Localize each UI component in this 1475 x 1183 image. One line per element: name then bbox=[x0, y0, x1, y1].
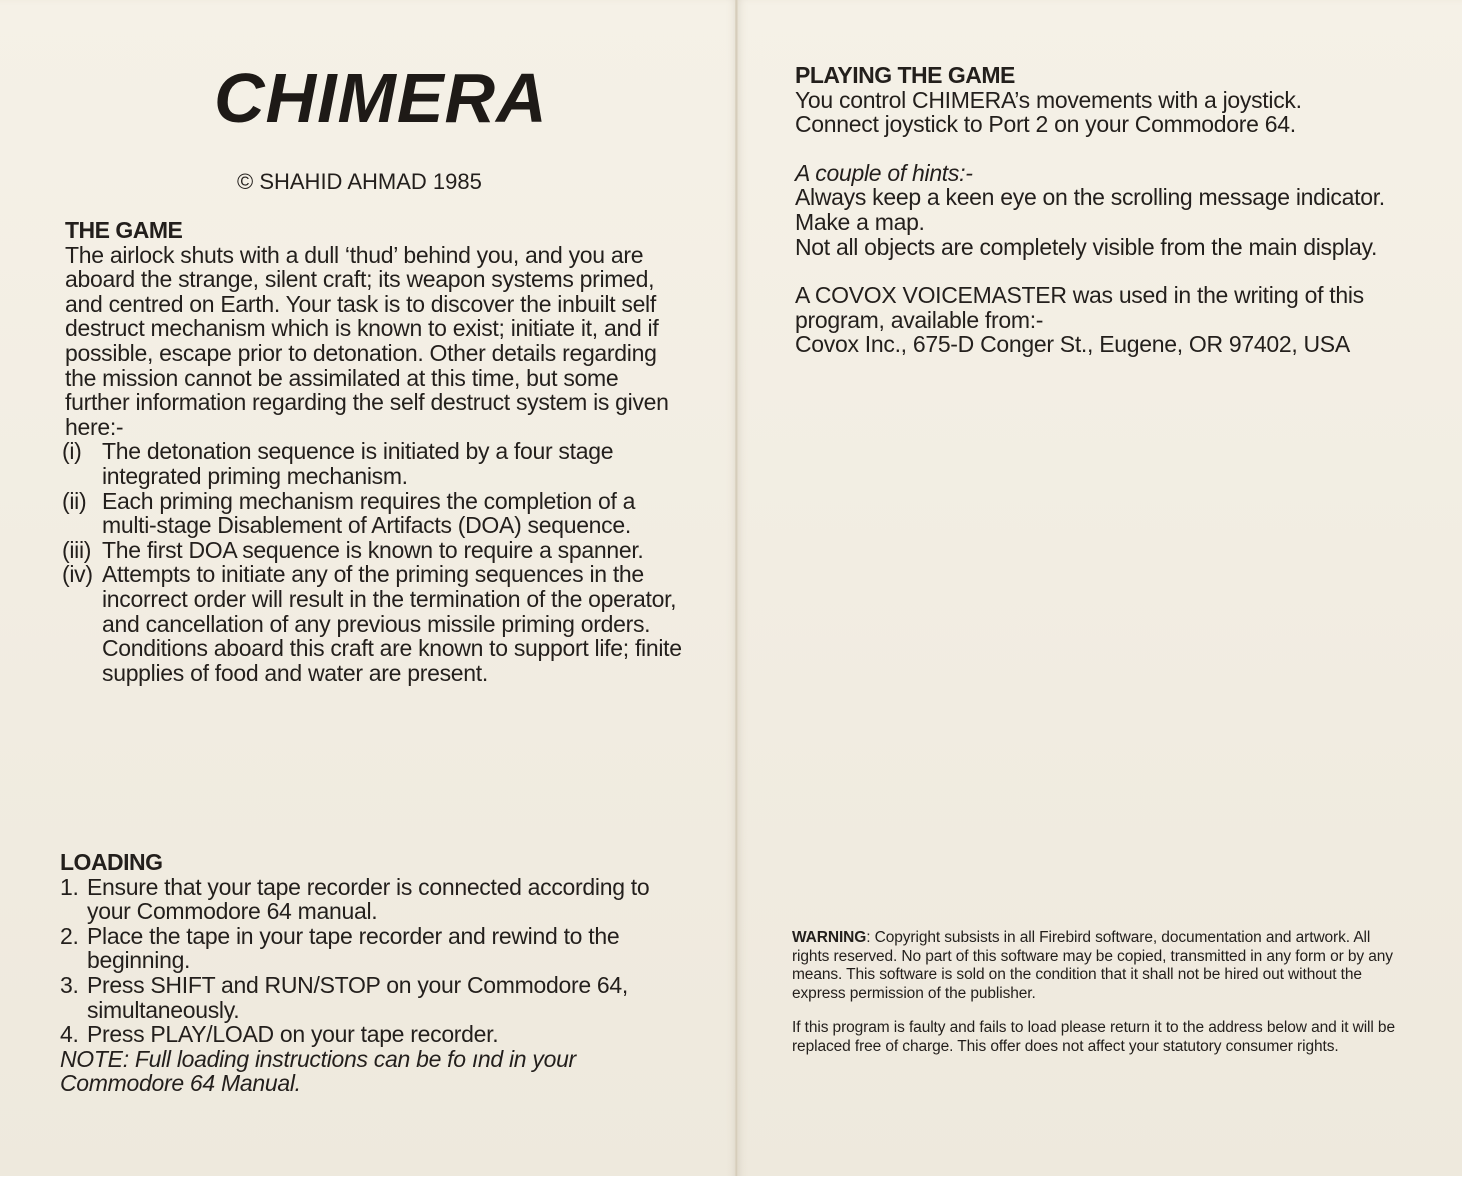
list-item bbox=[62, 538, 685, 563]
step-text: Press PLAY/LOAD on your tape recorder. bbox=[87, 1021, 499, 1048]
step-number: 3. bbox=[60, 971, 79, 998]
step-text: Press SHIFT and RUN/STOP on your Commodore 64, simultaneously. bbox=[87, 971, 628, 1023]
playing-line: Connect joystick to Port 2 on your Commodore 64. bbox=[795, 111, 1296, 138]
list-item-number: (i) bbox=[62, 438, 82, 465]
loading-note: NOTE: Full loading instructions can be fo ınd in your Commodore 64 Manual. bbox=[60, 1045, 576, 1097]
faulty-notice: If this program is faulty and fails to load please return it to the address below and it will be replaced free of charge. This offer does not affect your statutory consumer rights. bbox=[792, 1019, 1395, 1055]
loading-heading: LOADING bbox=[60, 849, 163, 875]
list-item bbox=[62, 489, 685, 538]
list-item bbox=[62, 636, 685, 685]
the-game-section bbox=[62, 217, 685, 686]
step-text: Ensure that your tape recorder is connected according to your Commodore 64 manual. bbox=[87, 873, 650, 925]
list-item-number: (ii) bbox=[62, 487, 87, 514]
step-number: 4. bbox=[60, 1021, 79, 1048]
list-item bbox=[60, 1022, 680, 1047]
the-game-heading: THE GAME bbox=[65, 217, 183, 243]
page-fold bbox=[735, 0, 738, 1183]
covox-credit: A COVOX VOICEMASTER was used in the writing of this program, available from:- bbox=[795, 282, 1364, 333]
step-number: 2. bbox=[60, 922, 79, 949]
playing-section bbox=[795, 63, 1415, 357]
list-item bbox=[62, 562, 685, 636]
step-number: 1. bbox=[60, 873, 79, 900]
game-title: CHIMERA bbox=[214, 59, 548, 137]
the-game-closing: Conditions aboard this craft are known to support life; finite supplies of food and water are present. bbox=[102, 635, 682, 686]
list-item bbox=[60, 973, 680, 1022]
hint-text: Always keep a keen eye on the scrolling message indicator. bbox=[795, 184, 1385, 211]
scan-edge-bottom bbox=[0, 1176, 1475, 1183]
warning-paragraph bbox=[792, 929, 1404, 1003]
list-item-text: Attempts to initiate any of the priming sequences in the incorrect order will result in the termination of the operator, and cancellation of any previous missile priming orders. bbox=[102, 561, 677, 637]
playing-line: You control CHIMERA’s movements with a joystick. bbox=[795, 86, 1302, 113]
list-item bbox=[60, 875, 680, 924]
hints-heading: A couple of hints:- bbox=[795, 159, 973, 186]
loading-section bbox=[60, 850, 680, 1096]
covox-address: Covox Inc., 675-D Conger St., Eugene, OR 97402, USA bbox=[795, 331, 1350, 358]
scan-edge-right bbox=[1462, 0, 1475, 1183]
warning-label: WARNING bbox=[792, 929, 867, 946]
hint-text: Not all objects are completely visible from the main display. bbox=[795, 233, 1378, 260]
list-item-number: (iv) bbox=[62, 561, 93, 588]
step-text: Place the tape in your tape recorder and rewind to the beginning. bbox=[87, 922, 620, 974]
copyright-notice: © SHAHID AHMAD 1985 bbox=[237, 169, 482, 194]
list-item-text: The detonation sequence is initiated by a four stage integrated priming mechanism. bbox=[102, 438, 614, 489]
warning-section bbox=[792, 929, 1404, 1056]
list-item bbox=[62, 439, 685, 488]
the-game-intro: The airlock shuts with a dull ‘thud’ behind you, and you are aboard the strange, silent craft; its weapon systems primed, and centred on Earth. Your task is to discover the inbuilt self destruct mechanism which is known to exist; initiate it, and if possible, escape prior to detonation. Other details regarding the mission cannot be assimilated at this time, but some further information regarding the self destruct system is given here:- bbox=[65, 241, 669, 440]
list-item-text: The first DOA sequence is known to require a spanner. bbox=[102, 536, 644, 563]
warning-text: : Copyright subsists in all Firebird software, documentation and artwork. All rights reserved. No part of this software may be copied, transmitted in any form or by any means. This software is sold on the condition that it shall not be hired out without the express permission of the publisher. bbox=[792, 929, 1393, 1002]
list-item bbox=[60, 924, 680, 973]
list-item-number: (iii) bbox=[62, 536, 92, 563]
playing-heading: PLAYING THE GAME bbox=[795, 62, 1015, 88]
hint-text: Make a map. bbox=[795, 208, 925, 235]
list-item-text: Each priming mechanism requires the completion of a multi-stage Disablement of Artifacts (DOA) sequence. bbox=[102, 487, 636, 539]
